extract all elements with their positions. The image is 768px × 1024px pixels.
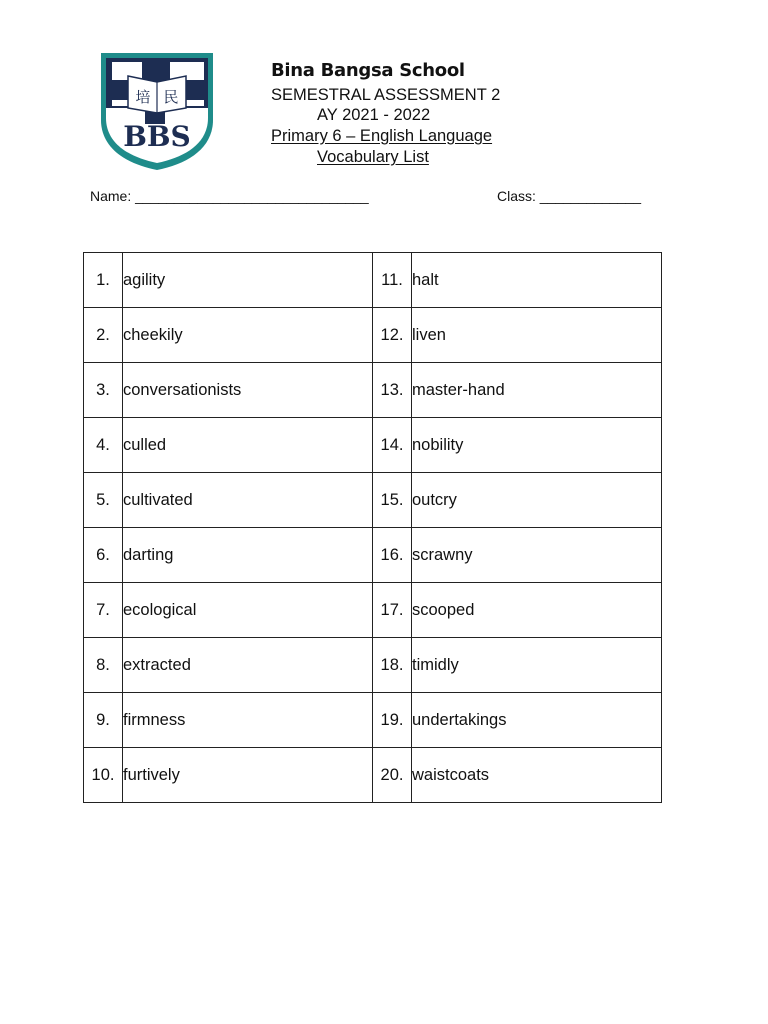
item-number: 8. (84, 638, 123, 693)
item-number: 12. (373, 308, 412, 363)
class-field[interactable]: Class: _____________ (497, 188, 642, 204)
item-number: 6. (84, 528, 123, 583)
logo-text: BBS (123, 120, 191, 153)
subject-title: Primary 6 – English Language (271, 127, 493, 145)
item-number: 3. (84, 363, 123, 418)
vocabulary-table-body (84, 253, 662, 803)
table-row (84, 418, 662, 473)
academic-year: AY 2021 - 2022 (317, 106, 431, 124)
item-number: 16. (373, 528, 412, 583)
vocab-word: firmness (123, 693, 373, 748)
name-field[interactable]: Name: ______________________________ (90, 188, 369, 204)
item-number: 7. (84, 583, 123, 638)
item-number: 17. (373, 583, 412, 638)
table-row (84, 748, 662, 803)
item-number: 10. (84, 748, 123, 803)
item-number: 1. (84, 253, 123, 308)
item-number: 2. (84, 308, 123, 363)
table-row (84, 253, 662, 308)
vocab-word: nobility (412, 418, 662, 473)
vocab-word: scooped (412, 583, 662, 638)
vocabulary-table (83, 252, 662, 803)
table-row (84, 528, 662, 583)
item-number: 15. (373, 473, 412, 528)
item-number: 11. (373, 253, 412, 308)
vocab-word: conversationists (123, 363, 373, 418)
table-row (84, 473, 662, 528)
vocab-word: timidly (412, 638, 662, 693)
vocab-word: culled (123, 418, 373, 473)
table-row (84, 363, 662, 418)
vocab-word: master-hand (412, 363, 662, 418)
item-number: 20. (373, 748, 412, 803)
vocab-word: scrawny (412, 528, 662, 583)
vocab-word: cheekily (123, 308, 373, 363)
item-number: 4. (84, 418, 123, 473)
item-number: 13. (373, 363, 412, 418)
logo-char-2: 民 (163, 88, 179, 106)
table-row (84, 693, 662, 748)
table-row (84, 638, 662, 693)
item-number: 9. (84, 693, 123, 748)
table-row (84, 308, 662, 363)
vocab-word: outcry (412, 473, 662, 528)
vocab-word: undertakings (412, 693, 662, 748)
school-name: Bina Bangsa School (271, 60, 465, 81)
school-logo (98, 50, 216, 172)
logo-char-1: 培 (135, 88, 151, 106)
vocab-word: cultivated (123, 473, 373, 528)
item-number: 18. (373, 638, 412, 693)
vocab-word: halt (412, 253, 662, 308)
item-number: 14. (373, 418, 412, 473)
list-title: Vocabulary List (317, 148, 429, 166)
vocab-word: ecological (123, 583, 373, 638)
item-number: 19. (373, 693, 412, 748)
vocab-word: furtively (123, 748, 373, 803)
assessment-title: SEMESTRAL ASSESSMENT 2 (271, 86, 501, 104)
vocab-word: darting (123, 528, 373, 583)
vocab-word: agility (123, 253, 373, 308)
vocab-word: extracted (123, 638, 373, 693)
item-number: 5. (84, 473, 123, 528)
vocab-word: liven (412, 308, 662, 363)
vocab-word: waistcoats (412, 748, 662, 803)
table-row (84, 583, 662, 638)
